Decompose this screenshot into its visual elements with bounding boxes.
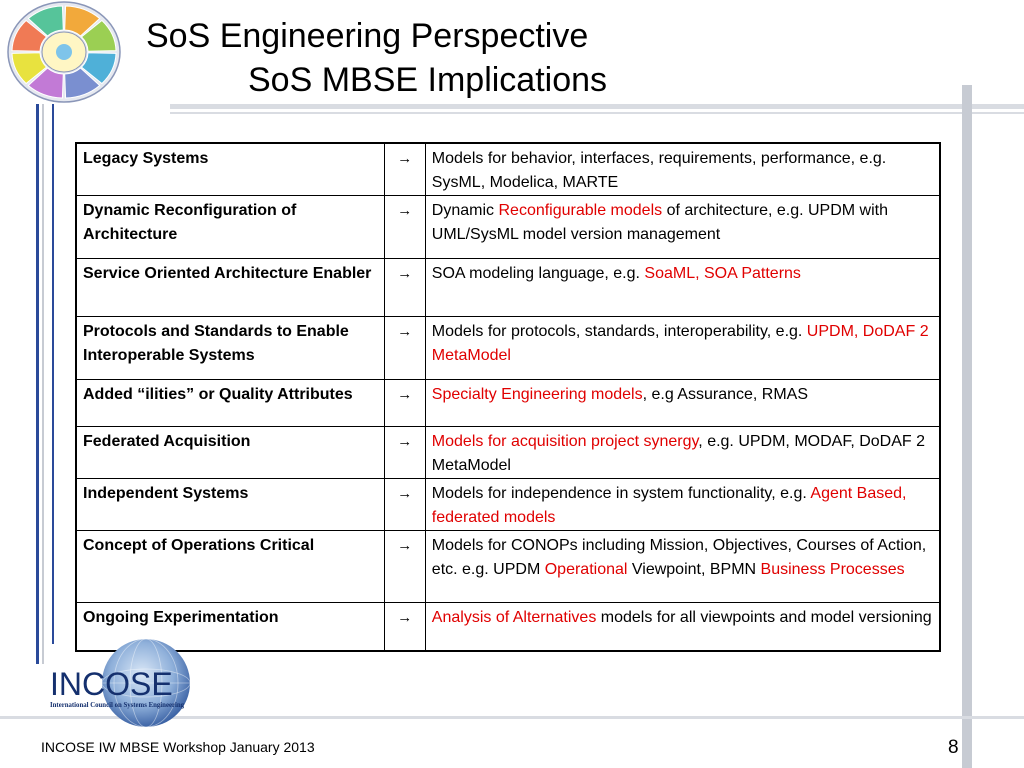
highlighted-model-text: Analysis of Alternatives: [431, 609, 597, 626]
arrow-right-icon: →: [397, 537, 413, 554]
implication-text: SOA modeling language, e.g.: [431, 265, 645, 282]
arrow-cell: [384, 427, 425, 479]
table-row: [76, 479, 940, 531]
highlighted-model-text: Agent Based, federated models: [431, 485, 907, 526]
left-accent-line: [36, 104, 39, 664]
implication-text: of architecture, e.g. UPDM with UML/SysML model version management: [431, 202, 888, 243]
arrow-right-icon: →: [397, 485, 413, 502]
implication-text: models for all viewpoints and model versioning: [596, 609, 932, 626]
implication-cell: [425, 603, 940, 651]
implication-cell: [425, 531, 940, 603]
table-row: [76, 143, 940, 196]
implication-cell: [425, 427, 940, 479]
implication-cell: [425, 259, 940, 317]
arrow-cell: [384, 380, 425, 427]
arrow-cell: [384, 259, 425, 317]
incose-logo-text: INCOSE: [50, 666, 173, 702]
slide-title-line1: SoS Engineering Perspective: [146, 17, 589, 55]
highlighted-model-text: Specialty Engineering models: [431, 386, 643, 403]
highlighted-model-text: SoaML, SOA Patterns: [644, 265, 801, 282]
footer-text: INCOSE IW MBSE Workshop January 2013: [41, 739, 315, 755]
implication-cell: [425, 479, 940, 531]
implication-text: , e.g Assurance, RMAS: [642, 386, 808, 403]
implication-cell: [425, 380, 940, 427]
arrow-cell: [384, 603, 425, 651]
slide-title-line2: SoS MBSE Implications: [248, 61, 608, 99]
topic-cell: Service Oriented Architecture Enabler: [76, 259, 384, 317]
implication-text: , e.g. UPDM, MODAF, DoDAF 2 MetaModel: [431, 433, 926, 474]
arrow-cell: [384, 196, 425, 259]
top-divider-line-2: [170, 112, 1024, 114]
table-row: [76, 531, 940, 603]
implication-cell: [425, 143, 940, 196]
table-row: [76, 196, 940, 259]
left-accent-line-grey: [42, 104, 44, 664]
topic-cell: Independent Systems: [76, 479, 384, 531]
topic-cell: Concept of Operations Critical: [76, 531, 384, 603]
sos-wheel-logo: [4, 0, 122, 104]
implication-cell: [425, 196, 940, 259]
arrow-cell: [384, 479, 425, 531]
table-row: [76, 603, 940, 651]
table-row: [76, 427, 940, 479]
arrow-right-icon: →: [397, 609, 413, 626]
left-accent-line-2: [52, 104, 54, 644]
arrow-right-icon: →: [397, 202, 413, 219]
arrow-cell: [384, 143, 425, 196]
highlighted-model-text: Reconfigurable models: [498, 202, 663, 219]
highlighted-model-text: UPDM, DoDAF 2 MetaModel: [431, 323, 929, 364]
topic-cell: Ongoing Experimentation: [76, 603, 384, 651]
topic-cell: Protocols and Standards to Enable Interoperable Systems: [76, 317, 384, 380]
implication-text: Models for CONOPs including Mission, Objectives, Courses of Action, etc. e.g. UPDM: [431, 537, 927, 578]
arrow-cell: [384, 531, 425, 603]
top-divider-line: [170, 104, 1024, 109]
implication-text: Models for independence in system functionality, e.g.: [431, 485, 811, 502]
arrow-right-icon: →: [397, 265, 413, 282]
highlighted-model-text: Operational: [544, 561, 628, 578]
topic-cell: Federated Acquisition: [76, 427, 384, 479]
implication-text: Models for behavior, interfaces, requirements, performance, e.g. SysML, Modelica, MARTE: [431, 150, 887, 191]
arrow-right-icon: →: [397, 433, 413, 450]
mbse-implications-table: [75, 142, 941, 652]
implication-text: Models for protocols, standards, interoperability, e.g.: [431, 323, 807, 340]
topic-cell: Added “ilities” or Quality Attributes: [76, 380, 384, 427]
arrow-right-icon: →: [397, 386, 413, 403]
right-accent-line: [962, 85, 972, 768]
table-row: [76, 380, 940, 427]
incose-logo-tagline: International Council on Systems Engineering: [50, 702, 185, 709]
arrow-cell: [384, 317, 425, 380]
table-row: [76, 259, 940, 317]
arrow-right-icon: →: [397, 323, 413, 340]
topic-cell: Legacy Systems: [76, 143, 384, 196]
highlighted-model-text: Models for acquisition project synergy: [431, 433, 699, 450]
incose-logo: [44, 637, 194, 733]
implication-text: Viewpoint, BPMN: [627, 561, 761, 578]
arrow-right-icon: →: [397, 150, 413, 167]
implication-cell: [425, 317, 940, 380]
highlighted-model-text: Business Processes: [760, 561, 905, 578]
implication-text: Dynamic: [431, 202, 499, 219]
topic-cell: Dynamic Reconfiguration of Architecture: [76, 196, 384, 259]
page-number: 8: [948, 737, 959, 758]
table-row: [76, 317, 940, 380]
